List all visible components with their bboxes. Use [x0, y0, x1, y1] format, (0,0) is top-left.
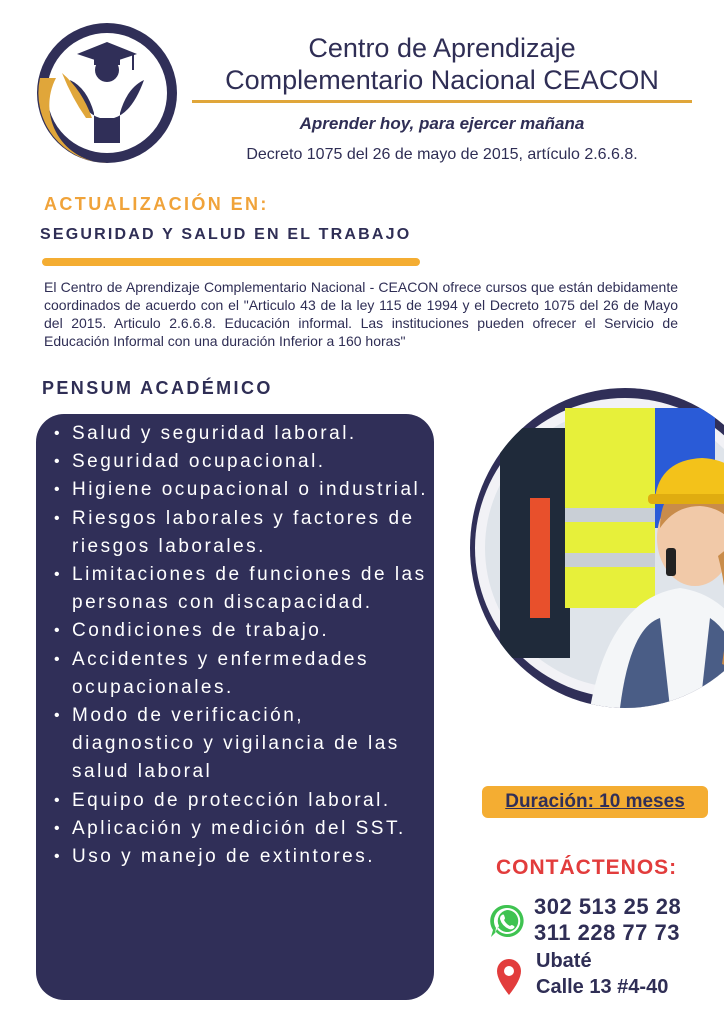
duration-badge: Duración: 10 meses [482, 786, 708, 818]
intro-paragraph: El Centro de Aprendizaje Complementario Nacional - CEACON ofrece cursos que están debidamente coordinados de acuerdo con el "Articulo 43 de la ley 115 de 1994 y el Decreto 1075 del 26 de Mayo del 2015. Articulo 2.6.6.8. Educación informal. Las instituciones pueden ofrecer el Servicio de Educación Informal con una duración Inferior a 160 horas" [44, 279, 678, 349]
title-line-2: Complementario Nacional CEACON [225, 65, 659, 95]
list-item: • Salud y seguridad laboral. [52, 420, 432, 448]
worker-illustration [470, 388, 724, 708]
update-heading: ACTUALIZACIÓN EN: [44, 194, 269, 214]
street-address: Calle 13 #4-40 [536, 976, 669, 998]
list-item: • Seguridad ocupacional. [52, 448, 432, 476]
pensum-heading: PENSUM ACADÉMICO [42, 378, 273, 398]
phone-number-1[interactable]: 302 513 25 28 [534, 894, 682, 919]
title-line-1: Centro de Aprendizaje [308, 33, 576, 63]
list-item: • Aplicación y medición del SST. [52, 815, 432, 843]
city-name: Ubaté [536, 950, 592, 972]
list-item: • Equipo de protección laboral. [52, 787, 432, 815]
title-underline [192, 100, 692, 103]
page-title [192, 32, 692, 96]
section-divider [42, 258, 420, 266]
list-item: • Modo de verificación, diagnostico y vigilancia de las salud laboral [52, 702, 432, 787]
slogan: Aprender hoy, para ejercer mañana [299, 114, 585, 133]
contact-heading: CONTÁCTENOS: [496, 856, 678, 879]
list-item: • Riesgos laborales y factores de riesgos laborales. [52, 505, 432, 561]
worker-photo [470, 388, 724, 708]
decree-text: Decreto 1075 del 26 de mayo de 2015, artículo 2.6.6.8. [246, 146, 638, 163]
ceacon-logo-icon [32, 18, 182, 168]
location-pin-icon [496, 958, 522, 996]
whatsapp-icon [488, 902, 526, 940]
list-item: • Higiene ocupacional o industrial. [52, 476, 432, 504]
phone-number-2[interactable]: 311 228 77 73 [534, 920, 680, 945]
list-item: • Accidentes y enfermedades ocupacionales. [52, 646, 432, 702]
list-item: • Condiciones de trabajo. [52, 617, 432, 645]
list-item: • Uso y manejo de extintores. [52, 843, 432, 871]
course-title: SEGURIDAD Y SALUD EN EL TRABAJO [40, 226, 412, 243]
list-item: • Limitaciones de funciones de las personas con discapacidad. [52, 561, 432, 617]
pensum-list [52, 420, 432, 871]
